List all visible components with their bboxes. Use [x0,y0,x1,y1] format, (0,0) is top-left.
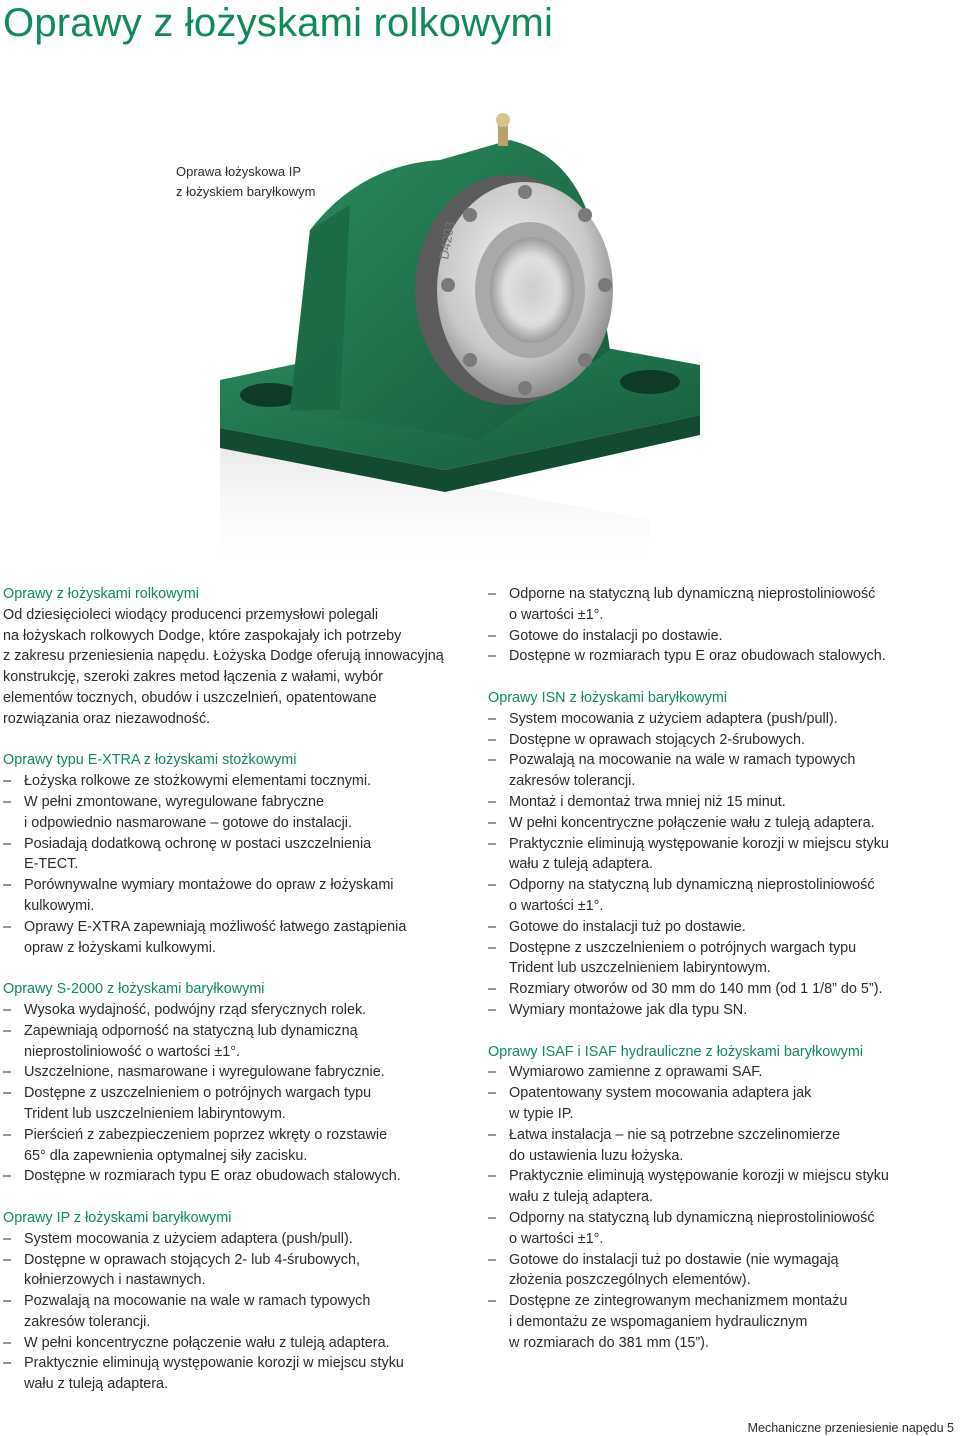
list-item [488,730,958,751]
bullet-list [3,771,473,958]
list-item-line: – Łożyska rolkowe ze stożkowymi elementami tocznymi. [24,773,372,790]
list-item [488,1083,958,1125]
continued-list-section [488,584,958,667]
list-item-line: – Dostępne z uszczelnieniem o potrójnych wargach typu [24,1085,372,1102]
list-item [488,938,958,980]
list-item-line: – Odporny na statyczną lub dynamiczną nieprostoliniowość [509,1209,875,1226]
caption-line-1: Oprawa łożyskowa IP [176,164,301,179]
list-item [3,1229,473,1250]
list-item [488,917,958,938]
list-item [488,709,958,730]
mounting-slot [620,370,680,394]
left-sections [3,750,473,1395]
list-item-line: – Dostępne ze zintegrowanym mechanizmem montażu [509,1293,848,1310]
list-item-line: – System mocowania z użyciem adaptera (push/pull). [24,1230,353,1247]
list-item-line: do ustawienia luzu łożyska. [509,1147,684,1164]
list-item-line: – Dostępne z uszczelnieniem o potrójnych wargach typu [509,939,857,956]
list-item-line: o wartości ±1°. [509,897,604,914]
list-item [3,875,473,917]
list-item-line: – Dostępne w rozmiarach typu E oraz obudowach stalowych. [509,648,886,665]
list-item [3,1062,473,1083]
intro-paragraph [3,605,473,730]
intro-line: na łożyskach rolkowych Dodge, które zaspokajały ich potrzeby [3,627,402,644]
list-item [3,792,473,834]
list-item [3,1083,473,1125]
list-item-line: Trident lub uszczelnieniem labiryntowym. [509,960,771,977]
list-item [3,771,473,792]
list-item [3,834,473,876]
list-item-line: – Porównywalne wymiary montażowe do opraw z łożyskami [24,877,394,894]
list-item [488,750,958,792]
list-item-line: kulkowymi. [24,897,95,914]
section-heading: Oprawy ISN z łożyskami baryłkowymi [488,689,728,706]
bullet-list [3,1229,473,1395]
list-item-line: – Pierścień z zabezpieczeniem poprzez wkręty o rozstawie [24,1126,388,1143]
list-item-line: – W pełni koncentryczne połączenie wału z tuleją adaptera. [24,1334,390,1351]
list-item-line: zakresów tolerancji. [509,773,636,790]
list-item-line: kołnierzowych i nastawnych. [24,1272,206,1289]
intro-line: elementów tocznych, obudów i uszczelnień, opatentowane [3,689,377,706]
list-item-line: – Dostępne w rozmiarach typu E oraz obudowach stalowych. [24,1168,401,1185]
list-item-line: – Uszczelnione, nasmarowane i wyregulowane fabrycznie. [24,1064,385,1081]
list-item-line: w typie IP. [509,1105,574,1122]
list-item-line: – Rozmiary otworów od 30 mm do 140 mm (od 1 1/8” do 5”). [509,981,883,998]
intro-line: z zakresu przeniesienia napędu. Łożyska Dodge oferują innowacyjną [3,648,444,665]
bullet-list [3,1000,473,1187]
list-item [488,1291,958,1353]
list-item-line: – Dostępne w oprawach stojących 2-śrubowych. [509,731,805,748]
intro-line: rozwiązania oraz niezawodność. [3,710,211,727]
list-item-line: – System mocowania z użyciem adaptera (push/pull). [509,710,838,727]
page-footer: Mechaniczne przeniesienie napędu 5 [747,1421,954,1435]
section-heading: Oprawy typu E-XTRA z łożyskami stożkowymi [3,752,297,769]
list-item [488,979,958,1000]
list-item [3,1166,473,1187]
list-item-line: – Łatwa instalacja – nie są potrzebne szczelinomierze [509,1126,841,1143]
pillow-block-bearing-image [180,110,800,580]
list-item-line: – Posiadają dodatkową ochronę w postaci uszczelnienia [24,835,372,852]
list-item [488,875,958,917]
list-item [488,1250,958,1292]
list-item-line: o wartości ±1°. [509,1230,604,1247]
list-item [488,626,958,647]
intro-heading: Oprawy z łożyskami rolkowymi [3,586,199,602]
product-marking: D4203 [436,220,458,261]
list-item-line: o wartości ±1°. [509,606,604,623]
list-item [3,1021,473,1063]
list-item-line: – Gotowe do instalacji tuż po dostawie (nie wymagają [509,1251,839,1268]
list-item-line: opraw z łożyskami kulkowymi. [24,939,216,956]
spec-section [3,1208,473,1395]
list-item-line: – Odporne na statyczną lub dynamiczną nieprostoliniowość [509,586,876,602]
list-item [488,834,958,876]
intro-line: konstrukcję, szeroki zakres metod łączenia z wałami, wybór [3,669,383,686]
list-item [3,917,473,959]
section-heading: Oprawy IP z łożyskami baryłkowymi [3,1209,232,1226]
list-item [488,584,958,626]
list-item-line: nieprostoliniowość o wartości ±1°. [24,1043,241,1060]
list-item [488,646,958,667]
list-item [488,792,958,813]
list-item-line: – Zapewniają odporność na statyczną lub dynamiczną [24,1022,358,1039]
page-title: Oprawy z łożyskami rolkowymi [3,1,554,45]
list-item-line: w rozmiarach do 381 mm (15”). [509,1334,709,1351]
list-item [3,1353,473,1395]
list-item [3,1125,473,1167]
intro-section [3,584,473,730]
list-item-line: wału z tuleją adaptera. [509,856,653,873]
list-item [488,1166,958,1208]
caption-line-2: z łożyskiem baryłkowym [176,184,316,199]
list-item-line: – Odporny na statyczną lub dynamiczną nieprostoliniowość [509,877,875,894]
list-item [488,1000,958,1021]
list-item-line: – Oprawy E-XTRA zapewniają możliwość łatwego zastąpienia [24,918,407,935]
list-item-line: – Wymiary montażowe jak dla typu SN. [509,1001,748,1018]
spec-section [3,979,473,1187]
list-item [3,1000,473,1021]
list-item-line: Trident lub uszczelnieniem labiryntowym. [24,1105,286,1122]
list-item-line: – Gotowe do instalacji po dostawie. [509,627,723,644]
list-item [3,1291,473,1333]
list-item-line: i demontażu ze wspomaganiem hydraulicznym [509,1313,808,1330]
list-item [3,1250,473,1292]
list-item-line: – Opatentowany system mocowania adaptera jak [509,1085,812,1102]
list-item-line: 65° dla zapewnienia optymalnej siły zacisku. [24,1147,308,1164]
section-heading: Oprawy ISAF i ISAF hydrauliczne z łożyskami baryłkowymi [488,1043,864,1060]
list-item-line: – Gotowe do instalacji tuż po dostawie. [509,918,746,935]
continued-list [488,584,958,667]
list-item-line: – Montaż i demontaż trwa mniej niż 15 minut. [509,793,786,810]
list-item-line: – Pozwalają na mocowanie na wale w ramach typowych [24,1293,371,1310]
list-item [488,813,958,834]
spec-section [3,750,473,958]
list-item-line: złożenia poszczególnych elementów). [509,1272,751,1289]
list-item-line: zakresów tolerancji. [24,1313,151,1330]
list-item [488,1062,958,1083]
list-item-line: – W pełni zmontowane, wyregulowane fabryczne [24,793,324,810]
list-item-line: i odpowiednio nasmarowane – gotowe do instalacji. [24,814,352,831]
list-item-line: – Praktycznie eliminują występowanie korozji w miejscu styku [509,1168,889,1185]
spec-section [488,1042,958,1354]
spec-section [488,688,958,1021]
intro-line: Od dziesięcioleci wiodący producenci przemysłowi polegali [3,606,379,623]
bullet-list [488,1062,958,1353]
right-sections [488,688,958,1354]
list-item-line: – Praktycznie eliminują występowanie korozji w miejscu styku [24,1355,404,1372]
list-item-line: – Dostępne w oprawach stojących 2- lub 4-śrubowych, [24,1251,360,1268]
list-item-line: – Pozwalają na mocowanie na wale w ramach typowych [509,752,856,769]
list-item-line: – Wysoka wydajność, podwójny rząd sferycznych rolek. [24,1001,367,1018]
list-item [3,1333,473,1354]
list-item [488,1125,958,1167]
list-item-line: – W pełni koncentryczne połączenie wału z tuleją adaptera. [509,814,875,831]
bullet-list [488,709,958,1021]
left-column [3,584,473,1416]
list-item-line: – Praktycznie eliminują występowanie korozji w miejscu styku [509,835,889,852]
section-heading: Oprawy S-2000 z łożyskami baryłkowymi [3,981,265,998]
list-item-line: – Wymiarowo zamienne z oprawami SAF. [509,1064,763,1081]
list-item-line: wału z tuleją adaptera. [509,1189,653,1206]
right-column [488,584,958,1374]
list-item-line: E-TECT. [24,856,79,873]
list-item [488,1208,958,1250]
list-item-line: wału z tuleją adaptera. [24,1376,168,1393]
